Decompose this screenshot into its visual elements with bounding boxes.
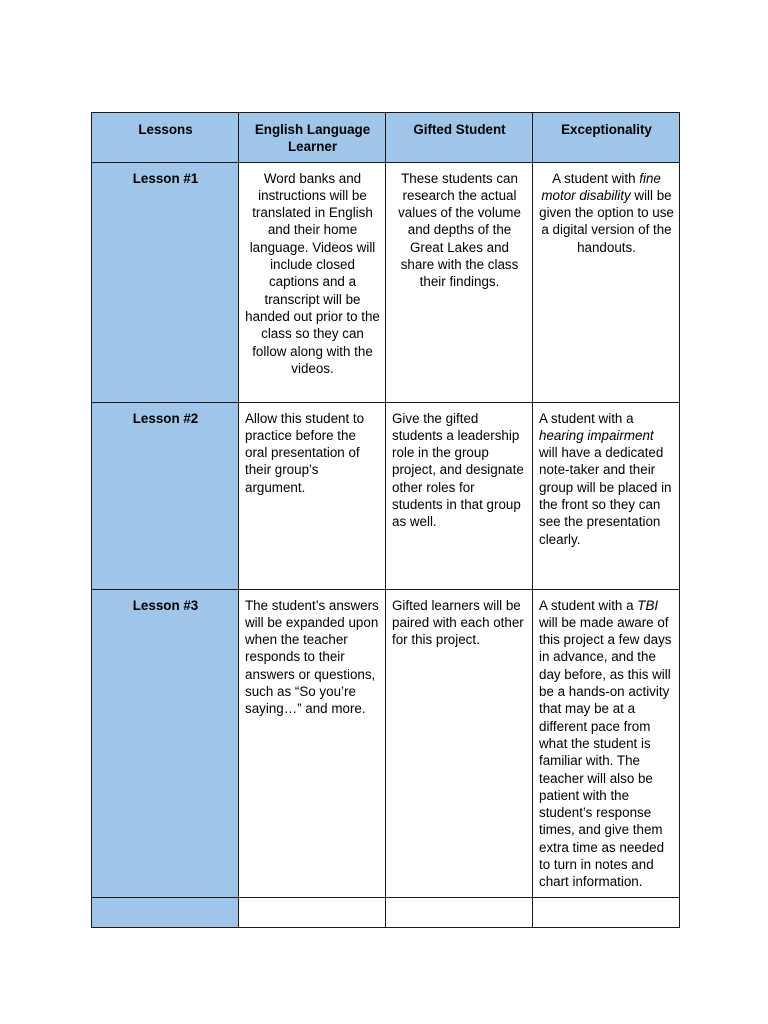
exceptionality-text: A student with a	[539, 597, 638, 613]
table-header-row	[92, 113, 680, 163]
header-lessons: Lessons	[92, 113, 239, 163]
accommodations-table	[91, 112, 680, 928]
exceptionality-emphasis: hearing impairment	[539, 427, 654, 443]
table-row	[92, 402, 680, 589]
gifted-cell: Gifted learners will be paired with each other for this project.	[386, 589, 533, 897]
gifted-cell	[386, 897, 533, 927]
header-gifted-student: Gifted Student	[386, 113, 533, 163]
exceptionality-text: A student with a	[539, 410, 634, 426]
table-row	[92, 589, 680, 897]
exceptionality-emphasis: fine motor disability	[541, 170, 661, 203]
exceptionality-cell	[533, 897, 680, 927]
table-row	[92, 162, 680, 402]
header-exceptionality: Exceptionality	[533, 113, 680, 163]
exceptionality-cell	[533, 402, 680, 589]
ell-cell	[239, 897, 386, 927]
lesson-label: Lesson #1	[92, 162, 239, 402]
exceptionality-emphasis: TBI	[637, 597, 659, 613]
exceptionality-text: will be given the option to use a digital version of the handouts.	[539, 187, 674, 255]
exceptionality-cell	[533, 589, 680, 897]
exceptionality-text: A student with	[552, 170, 640, 186]
gifted-cell: These students can research the actual values of the volume and depths of the Great Lakes and share with the class their findings.	[386, 162, 533, 402]
ell-cell: Word banks and instructions will be translated in English and their home language. Videos will include closed captions and a transcript will be handed out prior to the class so they can follow along with the videos.	[239, 162, 386, 402]
header-english-language-learner: English Language Learner	[239, 113, 386, 163]
exceptionality-text: will have a dedicated note-taker and their group will be placed in the front so they can see the presentation clearly.	[539, 445, 672, 547]
ell-cell: The student’s answers will be expanded upon when the teacher responds to their answers or questions, such as “So you’re saying…” and more.	[239, 589, 386, 897]
lesson-label: Lesson #2	[92, 402, 239, 589]
lesson-label	[92, 897, 239, 927]
ell-cell: Allow this student to practice before the oral presentation of their group’s argument.	[239, 402, 386, 589]
table-row-empty	[92, 897, 680, 927]
gifted-cell: Give the gifted students a leadership role in the group project, and designate other roles for students in that group as well.	[386, 402, 533, 589]
exceptionality-cell	[533, 162, 680, 402]
exceptionality-text: will be made aware of this project a few days in advance, and the day before, as this will be a hands-on activity that may be at a different pace from what the student is familiar with. The teacher will also be patient with the student’s response times, and give them extra time as needed to turn in notes and chart information.	[539, 614, 672, 890]
lesson-label: Lesson #3	[92, 589, 239, 897]
